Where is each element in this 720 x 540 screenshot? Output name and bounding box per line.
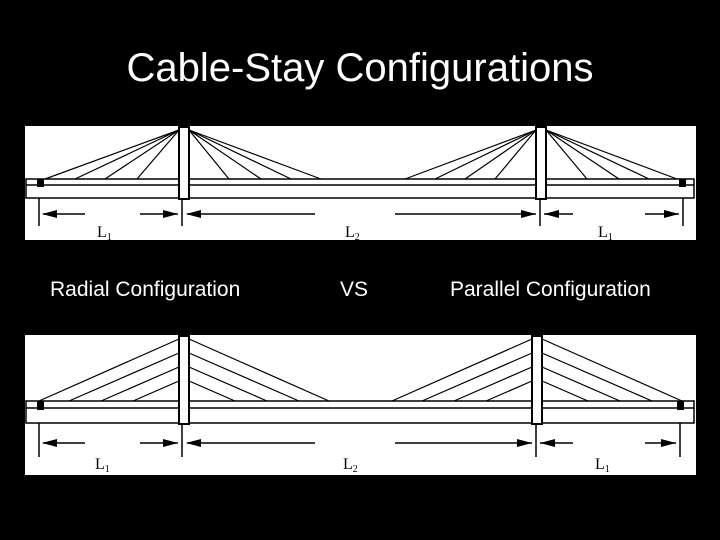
radial-bridge-drawing <box>25 126 696 240</box>
caption-radial: Radial Configuration <box>50 278 241 301</box>
span-label-l1-right: L1 <box>598 224 613 240</box>
deck-outline <box>26 401 694 423</box>
dimension-arrows <box>42 439 676 447</box>
span-label-l2: L2 <box>343 456 358 475</box>
right-abutment <box>679 179 686 187</box>
span-label-l2: L2 <box>345 224 360 240</box>
dimension-lines <box>39 423 680 457</box>
caption-vs: VS <box>340 278 369 301</box>
span-label-l1-right: L1 <box>595 456 610 475</box>
parallel-diagram <box>25 335 696 475</box>
right-abutment <box>677 401 684 410</box>
caption-parallel: Parallel Configuration <box>450 278 651 301</box>
span-label-l1-left: L1 <box>95 456 110 475</box>
dimension-lines <box>39 198 683 226</box>
right-tower <box>532 336 542 424</box>
left-abutment <box>37 179 44 187</box>
slide-title: Cable-Stay Configurations <box>126 46 594 90</box>
dimension-arrows <box>42 210 679 218</box>
deck-outline <box>26 179 694 198</box>
left-abutment <box>37 401 44 410</box>
right-tower <box>536 127 546 199</box>
span-label-l1-left: L1 <box>97 224 112 240</box>
left-tower <box>179 127 189 199</box>
radial-diagram <box>25 126 696 240</box>
left-tower <box>179 336 189 424</box>
parallel-bridge-drawing <box>25 335 696 475</box>
